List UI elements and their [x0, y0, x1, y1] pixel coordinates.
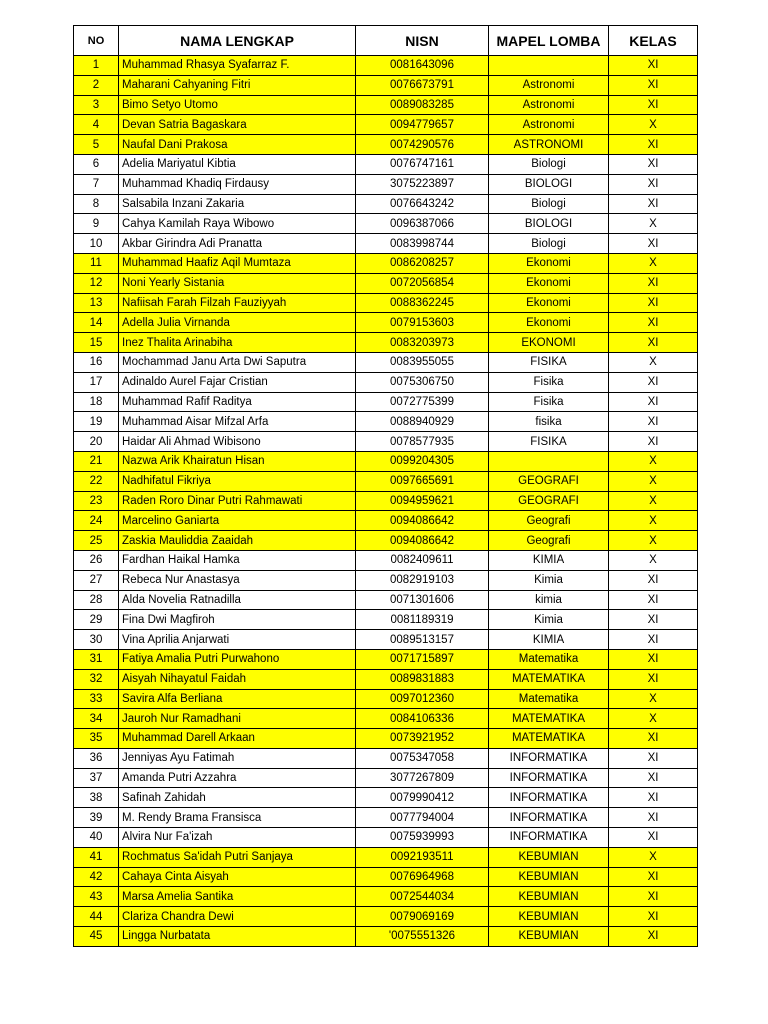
cell-nama-lengkap: Rochmatus Sa'idah Putri Sanjaya: [119, 847, 356, 867]
cell-nisn: 0094086642: [356, 511, 489, 531]
cell-kelas: XI: [609, 630, 698, 650]
cell-nama-lengkap: Alda Novelia Ratnadilla: [119, 590, 356, 610]
table-row: [74, 293, 698, 313]
cell-kelas: XI: [609, 887, 698, 907]
cell-nisn: 0082409611: [356, 550, 489, 570]
cell-mapel-lomba: Fisika: [489, 392, 609, 412]
cell-kelas: XI: [609, 432, 698, 452]
cell-kelas: XI: [609, 75, 698, 95]
header-no: NO: [74, 26, 119, 56]
table-row: [74, 907, 698, 927]
cell-no: 44: [74, 907, 119, 927]
cell-nama-lengkap: Adelia Mariyatul Kibtia: [119, 154, 356, 174]
cell-nisn: 0094086642: [356, 531, 489, 551]
table-row: [74, 550, 698, 570]
cell-no: 21: [74, 451, 119, 471]
cell-mapel-lomba: Ekonomi: [489, 273, 609, 293]
cell-no: 38: [74, 788, 119, 808]
table-row: [74, 451, 698, 471]
cell-nama-lengkap: Lingga Nurbatata: [119, 927, 356, 947]
cell-nisn: 0083955055: [356, 352, 489, 372]
table-row: [74, 689, 698, 709]
table-row: [74, 154, 698, 174]
cell-no: 25: [74, 531, 119, 551]
cell-no: 24: [74, 511, 119, 531]
table-row: [74, 234, 698, 254]
table-row: [74, 748, 698, 768]
cell-kelas: X: [609, 511, 698, 531]
cell-mapel-lomba: Kimia: [489, 610, 609, 630]
cell-nama-lengkap: Cahaya Cinta Aisyah: [119, 867, 356, 887]
cell-kelas: XI: [609, 412, 698, 432]
cell-mapel-lomba: Astronomi: [489, 115, 609, 135]
cell-no: 40: [74, 828, 119, 848]
table-row: [74, 788, 698, 808]
cell-mapel-lomba: Biologi: [489, 234, 609, 254]
cell-nama-lengkap: Mochammad Janu Arta Dwi Saputra: [119, 352, 356, 372]
cell-mapel-lomba: Ekonomi: [489, 313, 609, 333]
cell-mapel-lomba: Geografi: [489, 511, 609, 531]
cell-nama-lengkap: Clariza Chandra Dewi: [119, 907, 356, 927]
cell-nama-lengkap: Haidar Ali Ahmad Wibisono: [119, 432, 356, 452]
cell-nisn: 0079990412: [356, 788, 489, 808]
header-kelas: KELAS: [609, 26, 698, 56]
cell-nisn: 0099204305: [356, 451, 489, 471]
cell-no: 23: [74, 491, 119, 511]
cell-mapel-lomba: KEBUMIAN: [489, 867, 609, 887]
cell-nisn: 0079069169: [356, 907, 489, 927]
cell-mapel-lomba: KEBUMIAN: [489, 907, 609, 927]
cell-nisn: 0077794004: [356, 808, 489, 828]
table-row: [74, 214, 698, 234]
cell-mapel-lomba: GEOGRAFI: [489, 471, 609, 491]
cell-kelas: XI: [609, 788, 698, 808]
table-row: [74, 511, 698, 531]
table-row: [74, 313, 698, 333]
cell-mapel-lomba: MATEMATIKA: [489, 669, 609, 689]
cell-nisn: 0072544034: [356, 887, 489, 907]
cell-nama-lengkap: Adinaldo Aurel Fajar Cristian: [119, 372, 356, 392]
table-row: [74, 273, 698, 293]
cell-nisn: 0086208257: [356, 253, 489, 273]
table-row: [74, 95, 698, 115]
cell-nama-lengkap: Muhammad Aisar Mifzal Arfa: [119, 412, 356, 432]
cell-no: 45: [74, 927, 119, 947]
cell-no: 11: [74, 253, 119, 273]
cell-kelas: XI: [609, 95, 698, 115]
table-row: [74, 491, 698, 511]
cell-mapel-lomba: BIOLOGI: [489, 174, 609, 194]
cell-nama-lengkap: Alvira Nur Fa'izah: [119, 828, 356, 848]
cell-no: 37: [74, 768, 119, 788]
cell-nisn: 0074290576: [356, 135, 489, 155]
cell-nisn: 0076673791: [356, 75, 489, 95]
cell-mapel-lomba: BIOLOGI: [489, 214, 609, 234]
cell-kelas: X: [609, 214, 698, 234]
header-row: [74, 26, 698, 56]
table-row: [74, 649, 698, 669]
cell-mapel-lomba: Astronomi: [489, 95, 609, 115]
cell-kelas: X: [609, 689, 698, 709]
cell-mapel-lomba: FISIKA: [489, 352, 609, 372]
cell-nisn: 0075347058: [356, 748, 489, 768]
participants-table: [73, 25, 698, 947]
cell-kelas: X: [609, 491, 698, 511]
cell-nisn: 3075223897: [356, 174, 489, 194]
cell-mapel-lomba: KIMIA: [489, 550, 609, 570]
cell-mapel-lomba: KEBUMIAN: [489, 887, 609, 907]
cell-nisn: 0089513157: [356, 630, 489, 650]
cell-mapel-lomba: FISIKA: [489, 432, 609, 452]
table-row: [74, 174, 698, 194]
table-row: [74, 56, 698, 76]
table-row: [74, 808, 698, 828]
cell-mapel-lomba: Biologi: [489, 194, 609, 214]
cell-kelas: XI: [609, 333, 698, 353]
table-row: [74, 412, 698, 432]
table-row: [74, 432, 698, 452]
cell-kelas: XI: [609, 313, 698, 333]
cell-mapel-lomba: KEBUMIAN: [489, 847, 609, 867]
table-row: [74, 352, 698, 372]
cell-no: 34: [74, 709, 119, 729]
cell-nisn: 0096387066: [356, 214, 489, 234]
cell-nama-lengkap: Noni Yearly Sistania: [119, 273, 356, 293]
cell-no: 15: [74, 333, 119, 353]
cell-kelas: XI: [609, 669, 698, 689]
cell-nama-lengkap: Aisyah Nihayatul Faidah: [119, 669, 356, 689]
cell-mapel-lomba: KIMIA: [489, 630, 609, 650]
table-row: [74, 372, 698, 392]
table-row: [74, 630, 698, 650]
table-row: [74, 729, 698, 749]
cell-mapel-lomba: GEOGRAFI: [489, 491, 609, 511]
cell-kelas: XI: [609, 768, 698, 788]
cell-no: 35: [74, 729, 119, 749]
cell-kelas: X: [609, 471, 698, 491]
cell-kelas: XI: [609, 907, 698, 927]
table-row: [74, 253, 698, 273]
cell-mapel-lomba: INFORMATIKA: [489, 808, 609, 828]
cell-nisn: 0073921952: [356, 729, 489, 749]
cell-kelas: X: [609, 115, 698, 135]
header-nisn: NISN: [356, 26, 489, 56]
cell-nama-lengkap: Safinah Zahidah: [119, 788, 356, 808]
cell-mapel-lomba: Fisika: [489, 372, 609, 392]
cell-kelas: XI: [609, 194, 698, 214]
cell-nama-lengkap: Devan Satria Bagaskara: [119, 115, 356, 135]
cell-nama-lengkap: Bimo Setyo Utomo: [119, 95, 356, 115]
cell-nisn: '0075551326: [356, 927, 489, 947]
cell-nama-lengkap: Salsabila Inzani Zakaria: [119, 194, 356, 214]
cell-nama-lengkap: Cahya Kamilah Raya Wibowo: [119, 214, 356, 234]
cell-mapel-lomba: MATEMATIKA: [489, 729, 609, 749]
table-row: [74, 669, 698, 689]
cell-mapel-lomba: INFORMATIKA: [489, 788, 609, 808]
cell-no: 19: [74, 412, 119, 432]
cell-no: 43: [74, 887, 119, 907]
cell-kelas: X: [609, 253, 698, 273]
cell-kelas: XI: [609, 392, 698, 412]
cell-no: 18: [74, 392, 119, 412]
cell-no: 14: [74, 313, 119, 333]
table-row: [74, 768, 698, 788]
table-row: [74, 194, 698, 214]
table-row: [74, 471, 698, 491]
cell-nama-lengkap: Fatiya Amalia Putri Purwahono: [119, 649, 356, 669]
cell-kelas: X: [609, 531, 698, 551]
cell-mapel-lomba: fisika: [489, 412, 609, 432]
cell-nisn: 0076747161: [356, 154, 489, 174]
table-row: [74, 887, 698, 907]
table-row: [74, 75, 698, 95]
cell-nama-lengkap: Muhammad Rafif Raditya: [119, 392, 356, 412]
cell-mapel-lomba: Matematika: [489, 689, 609, 709]
cell-kelas: X: [609, 451, 698, 471]
cell-nama-lengkap: Muhammad Rhasya Syafarraz F.: [119, 56, 356, 76]
cell-no: 28: [74, 590, 119, 610]
cell-nisn: 0084106336: [356, 709, 489, 729]
cell-nama-lengkap: Nafiisah Farah Filzah Fauziyyah: [119, 293, 356, 313]
cell-nisn: 0081189319: [356, 610, 489, 630]
cell-mapel-lomba: INFORMATIKA: [489, 828, 609, 848]
cell-no: 16: [74, 352, 119, 372]
table-row: [74, 590, 698, 610]
cell-no: 9: [74, 214, 119, 234]
cell-nisn: 0072775399: [356, 392, 489, 412]
cell-mapel-lomba: INFORMATIKA: [489, 768, 609, 788]
cell-no: 20: [74, 432, 119, 452]
table-row: [74, 135, 698, 155]
cell-nisn: 3077267809: [356, 768, 489, 788]
cell-kelas: XI: [609, 828, 698, 848]
cell-mapel-lomba: KEBUMIAN: [489, 927, 609, 947]
cell-kelas: XI: [609, 234, 698, 254]
cell-nama-lengkap: Raden Roro Dinar Putri Rahmawati: [119, 491, 356, 511]
cell-nama-lengkap: Muhammad Haafiz Aqil Mumtaza: [119, 253, 356, 273]
table-row: [74, 709, 698, 729]
cell-nama-lengkap: Jauroh Nur Ramadhani: [119, 709, 356, 729]
cell-kelas: X: [609, 709, 698, 729]
cell-no: 5: [74, 135, 119, 155]
cell-nisn: 0076964968: [356, 867, 489, 887]
cell-no: 7: [74, 174, 119, 194]
cell-mapel-lomba: Astronomi: [489, 75, 609, 95]
cell-nama-lengkap: M. Rendy Brama Fransisca: [119, 808, 356, 828]
cell-nisn: 0079153603: [356, 313, 489, 333]
cell-nisn: 0089831883: [356, 669, 489, 689]
cell-no: 8: [74, 194, 119, 214]
cell-kelas: XI: [609, 729, 698, 749]
table-row: [74, 847, 698, 867]
table-row: [74, 115, 698, 135]
cell-kelas: XI: [609, 56, 698, 76]
cell-nama-lengkap: Vina Aprilia Anjarwati: [119, 630, 356, 650]
cell-mapel-lomba: Kimia: [489, 570, 609, 590]
cell-no: 12: [74, 273, 119, 293]
cell-nisn: 0082919103: [356, 570, 489, 590]
cell-no: 31: [74, 649, 119, 669]
cell-no: 13: [74, 293, 119, 313]
table-row: [74, 927, 698, 947]
cell-nama-lengkap: Marsa Amelia Santika: [119, 887, 356, 907]
cell-no: 4: [74, 115, 119, 135]
cell-kelas: XI: [609, 570, 698, 590]
cell-mapel-lomba: ASTRONOMI: [489, 135, 609, 155]
cell-no: 30: [74, 630, 119, 650]
cell-nisn: 0088940929: [356, 412, 489, 432]
cell-nama-lengkap: Marcelino Ganiarta: [119, 511, 356, 531]
cell-nisn: 0097665691: [356, 471, 489, 491]
cell-mapel-lomba: INFORMATIKA: [489, 748, 609, 768]
cell-nama-lengkap: Nadhifatul Fikriya: [119, 471, 356, 491]
cell-no: 29: [74, 610, 119, 630]
cell-nisn: 0097012360: [356, 689, 489, 709]
cell-mapel-lomba: EKONOMI: [489, 333, 609, 353]
cell-nama-lengkap: Nazwa Arik Khairatun Hisan: [119, 451, 356, 471]
cell-nama-lengkap: Savira Alfa Berliana: [119, 689, 356, 709]
cell-no: 3: [74, 95, 119, 115]
table-row: [74, 828, 698, 848]
cell-no: 41: [74, 847, 119, 867]
cell-nama-lengkap: Fina Dwi Magfiroh: [119, 610, 356, 630]
cell-mapel-lomba: Matematika: [489, 649, 609, 669]
cell-nama-lengkap: Jenniyas Ayu Fatimah: [119, 748, 356, 768]
cell-kelas: XI: [609, 927, 698, 947]
cell-nisn: 0071715897: [356, 649, 489, 669]
cell-nama-lengkap: Akbar Girindra Adi Pranatta: [119, 234, 356, 254]
cell-no: 17: [74, 372, 119, 392]
cell-no: 1: [74, 56, 119, 76]
cell-nama-lengkap: Amanda Putri Azzahra: [119, 768, 356, 788]
cell-kelas: XI: [609, 174, 698, 194]
cell-nama-lengkap: Rebeca Nur Anastasya: [119, 570, 356, 590]
table-row: [74, 333, 698, 353]
table-row: [74, 610, 698, 630]
table-row: [74, 392, 698, 412]
header-nama-lengkap: NAMA LENGKAP: [119, 26, 356, 56]
cell-no: 10: [74, 234, 119, 254]
table-body: [74, 56, 698, 947]
cell-mapel-lomba: MATEMATIKA: [489, 709, 609, 729]
cell-kelas: XI: [609, 748, 698, 768]
cell-mapel-lomba: [489, 56, 609, 76]
cell-kelas: XI: [609, 649, 698, 669]
cell-nama-lengkap: Maharani Cahyaning Fitri: [119, 75, 356, 95]
cell-nisn: 0076643242: [356, 194, 489, 214]
cell-kelas: XI: [609, 610, 698, 630]
cell-nama-lengkap: Muhammad Khadiq Firdausy: [119, 174, 356, 194]
cell-kelas: XI: [609, 154, 698, 174]
cell-no: 27: [74, 570, 119, 590]
cell-no: 33: [74, 689, 119, 709]
cell-nama-lengkap: Inez Thalita Arinabiha: [119, 333, 356, 353]
cell-mapel-lomba: Ekonomi: [489, 293, 609, 313]
cell-nisn: 0089083285: [356, 95, 489, 115]
header-mapel-lomba: MAPEL LOMBA: [489, 26, 609, 56]
cell-nisn: 0078577935: [356, 432, 489, 452]
cell-nisn: 0094959621: [356, 491, 489, 511]
cell-mapel-lomba: Biologi: [489, 154, 609, 174]
cell-nama-lengkap: Zaskia Mauliddia Zaaidah: [119, 531, 356, 551]
cell-kelas: XI: [609, 135, 698, 155]
cell-mapel-lomba: Ekonomi: [489, 253, 609, 273]
cell-nisn: 0071301606: [356, 590, 489, 610]
table-row: [74, 531, 698, 551]
cell-no: 36: [74, 748, 119, 768]
cell-nama-lengkap: Muhammad Darell Arkaan: [119, 729, 356, 749]
cell-nisn: 0094779657: [356, 115, 489, 135]
cell-nisn: 0088362245: [356, 293, 489, 313]
cell-nisn: 0081643096: [356, 56, 489, 76]
cell-nama-lengkap: Adella Julia Virnanda: [119, 313, 356, 333]
cell-kelas: XI: [609, 808, 698, 828]
cell-kelas: XI: [609, 293, 698, 313]
cell-nisn: 0075306750: [356, 372, 489, 392]
cell-kelas: XI: [609, 590, 698, 610]
cell-no: 39: [74, 808, 119, 828]
cell-nisn: 0072056854: [356, 273, 489, 293]
table-row: [74, 570, 698, 590]
cell-kelas: XI: [609, 372, 698, 392]
cell-nisn: 0083998744: [356, 234, 489, 254]
table-row: [74, 867, 698, 887]
cell-kelas: X: [609, 847, 698, 867]
cell-kelas: X: [609, 550, 698, 570]
cell-mapel-lomba: kimia: [489, 590, 609, 610]
cell-nama-lengkap: Fardhan Haikal Hamka: [119, 550, 356, 570]
cell-no: 42: [74, 867, 119, 887]
cell-kelas: XI: [609, 273, 698, 293]
cell-no: 32: [74, 669, 119, 689]
cell-kelas: XI: [609, 867, 698, 887]
cell-mapel-lomba: [489, 451, 609, 471]
cell-no: 2: [74, 75, 119, 95]
cell-no: 6: [74, 154, 119, 174]
cell-nama-lengkap: Naufal Dani Prakosa: [119, 135, 356, 155]
cell-no: 26: [74, 550, 119, 570]
cell-kelas: X: [609, 352, 698, 372]
cell-mapel-lomba: Geografi: [489, 531, 609, 551]
cell-no: 22: [74, 471, 119, 491]
cell-nisn: 0075939993: [356, 828, 489, 848]
cell-nisn: 0092193511: [356, 847, 489, 867]
cell-nisn: 0083203973: [356, 333, 489, 353]
